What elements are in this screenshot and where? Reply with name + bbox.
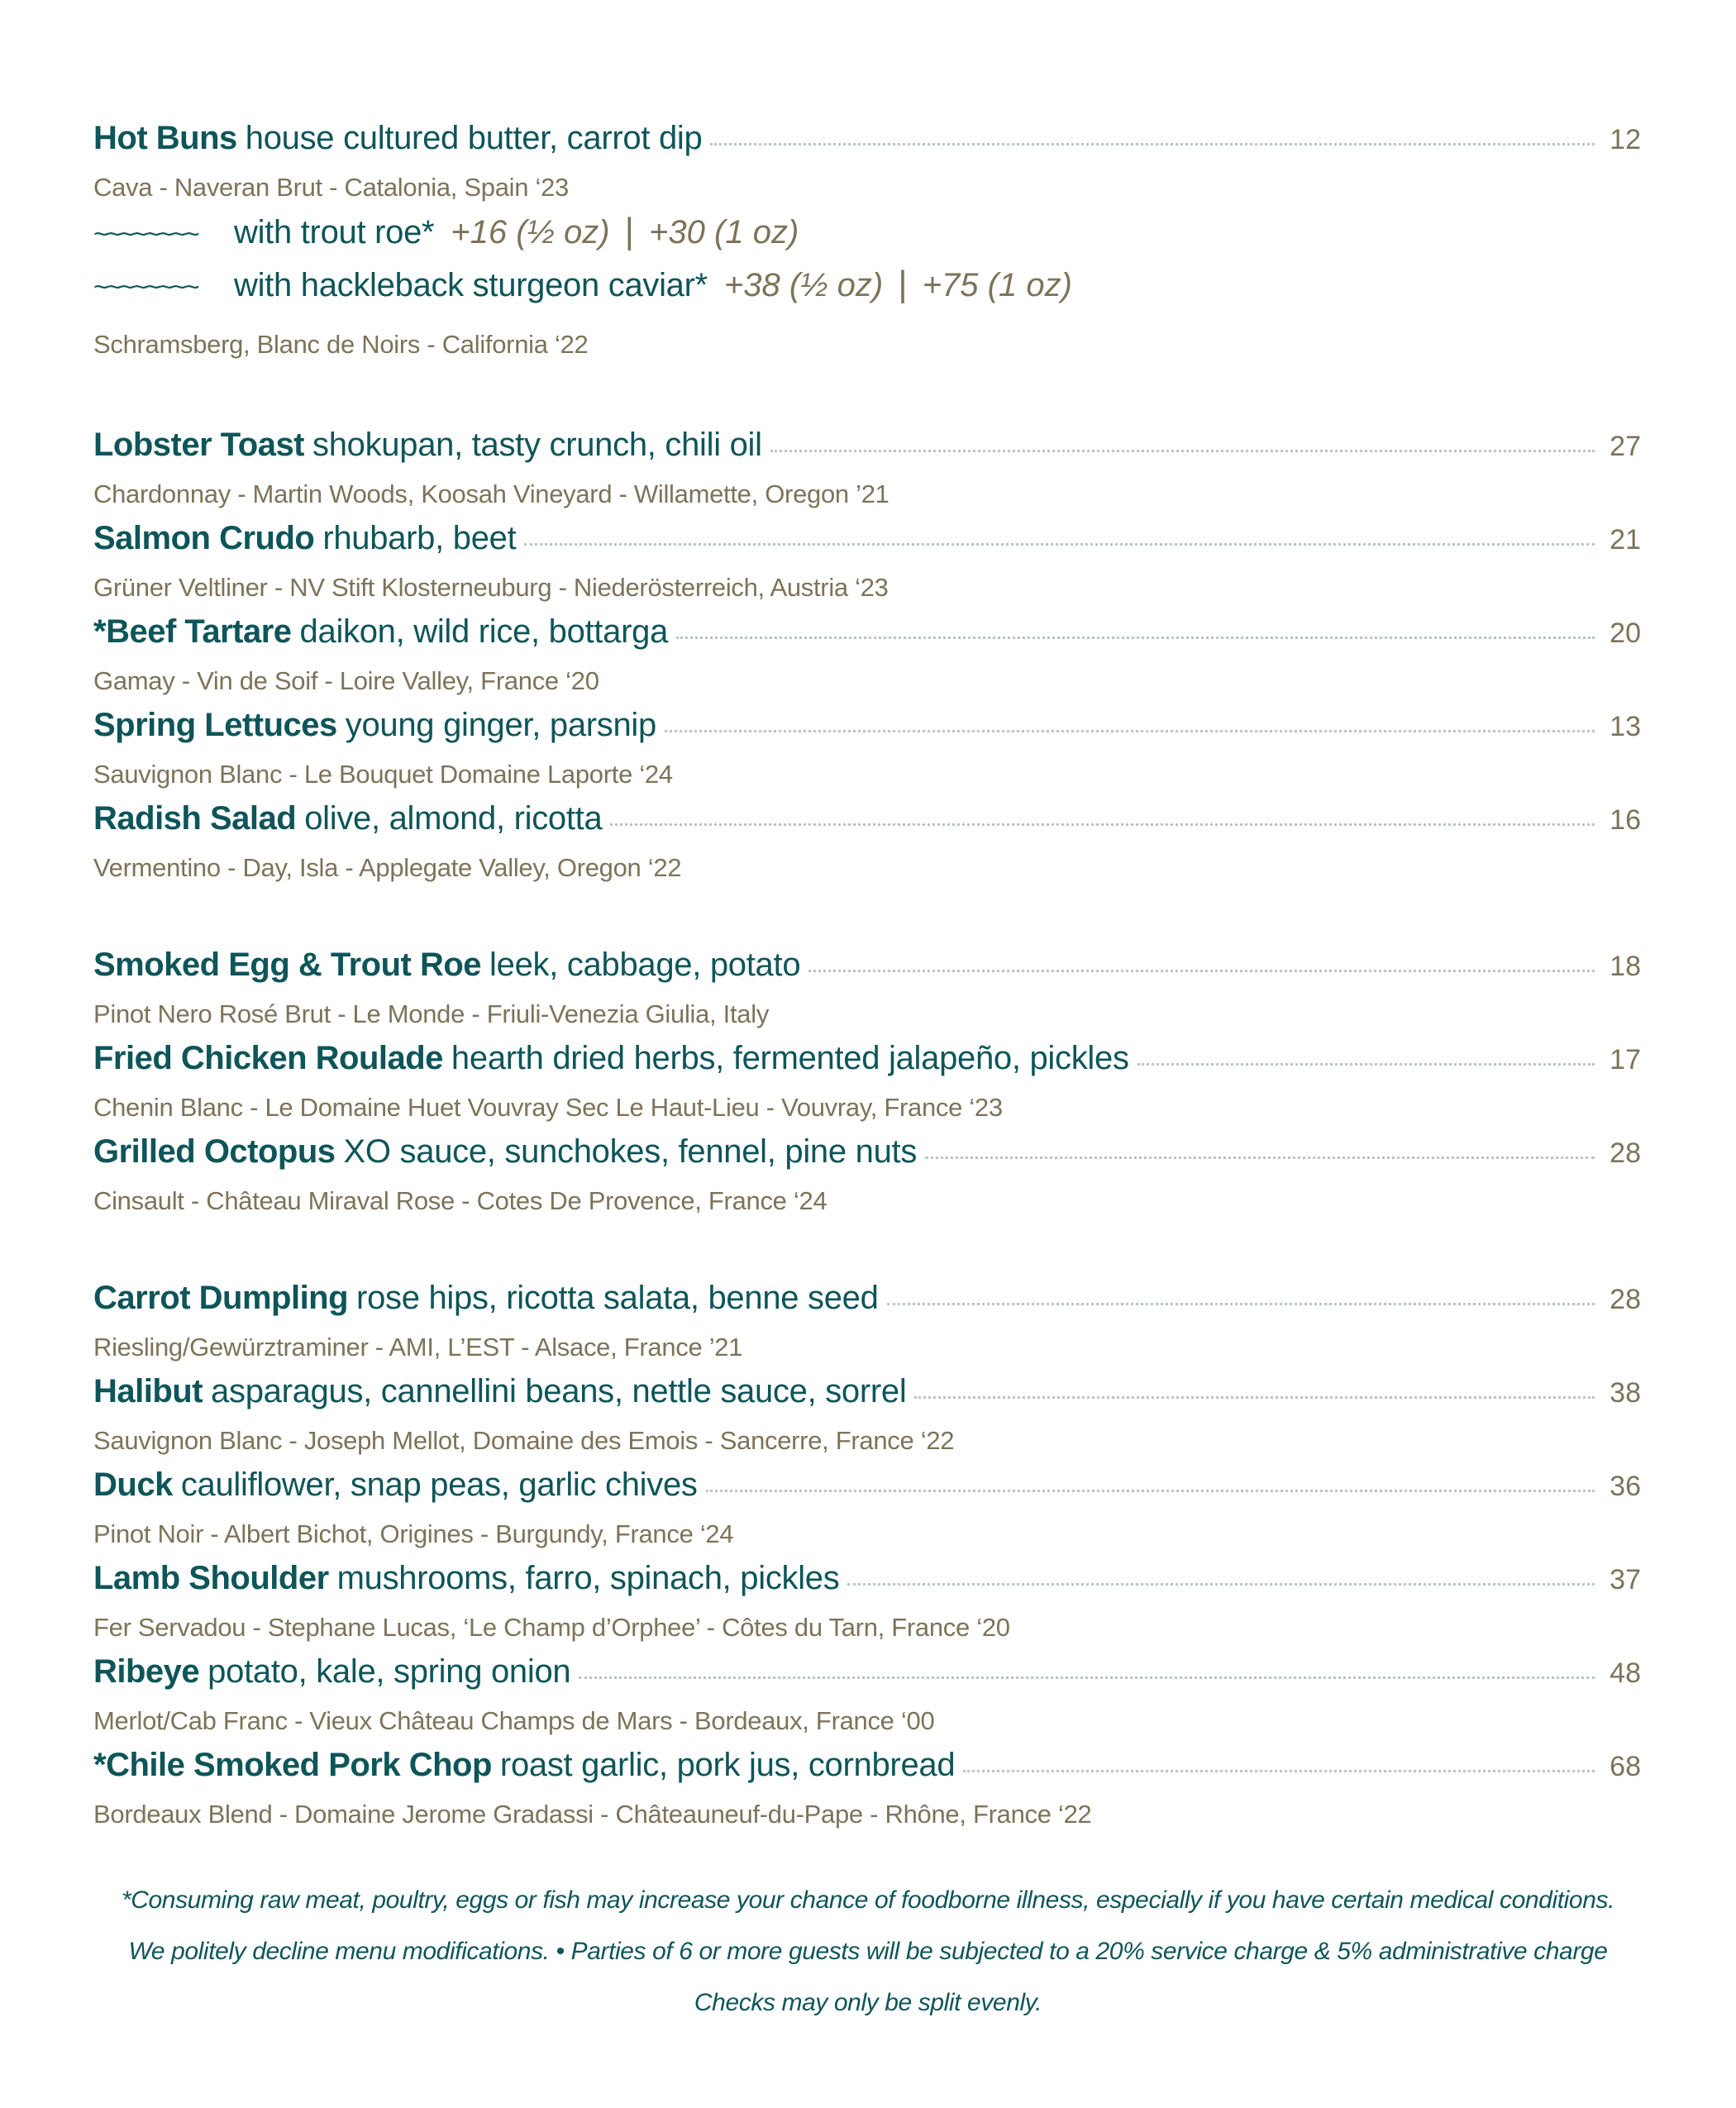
dot-leader (887, 1303, 1595, 1305)
dot-leader (710, 143, 1595, 145)
dish-description: potato, kale, spring onion (207, 1653, 571, 1690)
wine-pairing: Vermentino - Day, Isla - Applegate Valley, Oregon ‘22 (93, 853, 682, 882)
tilde-divider: ~~~~~~~~ (93, 272, 198, 302)
dish-description: leek, cabbage, potato (489, 947, 801, 983)
menu-item-line (93, 1747, 1641, 1798)
dot-leader (676, 637, 1595, 639)
wine-pairing: Schramsberg, Blanc de Noirs - California ‘22 (93, 330, 589, 359)
menu-item-line (93, 1280, 1641, 1331)
section-large-plates (93, 1280, 1641, 1840)
dot-leader (524, 543, 1595, 546)
menu-item-line (93, 1560, 1641, 1611)
menu-item (93, 947, 1641, 1040)
menu-item (93, 120, 1641, 211)
dish-name: Halibut (93, 1373, 203, 1409)
section-spacer (93, 894, 1641, 947)
footer-health-warning: *Consuming raw meat, poultry, eggs or fish may increase your chance of foodborne illness, especially if you have certain medical conditions. (121, 1886, 1615, 1914)
dot-leader (706, 1490, 1595, 1492)
dish-price: 21 (1610, 524, 1641, 556)
addon-separator: | (624, 211, 635, 251)
dot-leader (914, 1396, 1595, 1399)
dot-leader (1137, 1063, 1595, 1066)
menu-item-line (93, 427, 1641, 478)
addon-text: with hackleback sturgeon caviar* (234, 267, 708, 303)
menu-item-line (93, 707, 1641, 758)
menu-item-line (93, 520, 1641, 571)
dot-leader (579, 1676, 1595, 1679)
dish-description: asparagus, cannellini beans, nettle sauce, sorrel (211, 1373, 907, 1409)
section-small-plates (93, 427, 1641, 894)
dish-name: Ribeye (93, 1653, 200, 1690)
dish-name: Duck (93, 1467, 173, 1503)
dish-price: 48 (1610, 1657, 1641, 1689)
dish-name: Grilled Octopus (93, 1133, 336, 1170)
dish-name: *Chile Smoked Pork Chop (93, 1747, 492, 1783)
menu-item (93, 520, 1641, 613)
wine-pairing: Merlot/Cab Franc - Vieux Château Champs de Mars - Bordeaux, France ‘00 (93, 1706, 935, 1735)
menu-item-line (93, 1133, 1641, 1185)
dish-price: 27 (1610, 431, 1641, 462)
dish-description: mushrooms, farro, spinach, pickles (336, 1560, 840, 1596)
wine-pairing: Pinot Nero Rosé Brut - Le Monde - Friuli-Venezia Giulia, Italy (93, 999, 770, 1028)
addon-option (93, 211, 1641, 264)
dish-description: house cultured butter, carrot dip (245, 120, 703, 156)
dish-name: Lamb Shoulder (93, 1560, 329, 1596)
menu-item (93, 800, 1641, 894)
wine-pairing: Cava - Naveran Brut - Catalonia, Spain ‘23 (93, 173, 569, 202)
dish-name: Radish Salad (93, 800, 297, 837)
menu-item-line (93, 800, 1641, 851)
menu-item (93, 1373, 1641, 1467)
dish-price: 36 (1610, 1471, 1641, 1502)
menu-item (93, 1280, 1641, 1373)
dot-leader (925, 1157, 1595, 1159)
menu-item (93, 707, 1641, 800)
wine-pairing: Pinot Noir - Albert Bichot, Origines - Burgundy, France ‘24 (93, 1519, 734, 1548)
section-starters-bread (93, 120, 1641, 366)
dish-price: 18 (1610, 951, 1641, 982)
dish-price: 20 (1610, 618, 1641, 649)
dish-name: Carrot Dumpling (93, 1280, 349, 1316)
dish-description: hearth dried herbs, fermented jalapeño, pickles (451, 1040, 1129, 1076)
menu-item (93, 1560, 1641, 1653)
dot-leader (610, 823, 1595, 826)
wine-pairing: Sauvignon Blanc - Le Bouquet Domaine Laporte ‘24 (93, 760, 673, 789)
menu-item (93, 1653, 1641, 1747)
wine-pairing: Grüner Veltliner - NV Stift Klosterneuburg - Niederösterreich, Austria ‘23 (93, 573, 889, 602)
dish-description: roast garlic, pork jus, cornbread (499, 1747, 956, 1783)
dish-description: daikon, wild rice, bottarga (299, 613, 669, 650)
menu-item-line (93, 1040, 1641, 1091)
dish-price: 38 (1610, 1377, 1641, 1409)
section-spacer (93, 366, 1641, 427)
dot-leader (847, 1583, 1595, 1586)
addon-text: with trout roe* (234, 214, 435, 250)
dish-name: *Beef Tartare (93, 613, 292, 650)
addon-separator: | (898, 264, 908, 304)
dot-leader (770, 450, 1595, 452)
dish-price: 68 (1610, 1751, 1641, 1782)
menu-item (93, 1747, 1641, 1840)
dish-description: cauliflower, snap peas, garlic chives (180, 1467, 698, 1503)
dish-description: XO sauce, sunchokes, fennel, pine nuts (343, 1133, 918, 1170)
wine-pairing: Sauvignon Blanc - Joseph Mellot, Domaine des Emois - Sancerre, France ‘22 (93, 1426, 955, 1455)
menu-item-line (93, 1373, 1641, 1424)
dish-price: 37 (1610, 1564, 1641, 1595)
menu-item-line (93, 947, 1641, 998)
section-mid-plates (93, 947, 1641, 1227)
dot-leader (808, 970, 1595, 972)
dish-description: young ginger, parsnip (345, 707, 656, 743)
menu-footer (0, 1875, 1736, 2029)
dish-price: 28 (1610, 1284, 1641, 1315)
wine-pairing: Riesling/Gewürztraminer - AMI, L’EST - Alsace, France ’21 (93, 1333, 743, 1362)
menu-item (93, 427, 1641, 520)
menu-item (93, 1040, 1641, 1133)
dish-description: rhubarb, beet (322, 520, 517, 556)
dish-price: 17 (1610, 1044, 1641, 1075)
wine-pairing: Cinsault - Château Miraval Rose - Cotes De Provence, France ‘24 (93, 1186, 827, 1215)
menu (93, 120, 1641, 1840)
menu-item-line (93, 613, 1641, 665)
dot-leader (665, 730, 1595, 732)
addon-price-full: +75 (1 oz) (922, 267, 1072, 303)
footer-checks-note: Checks may only be split evenly. (694, 1989, 1042, 2016)
menu-item-line (93, 120, 1641, 171)
addon-option (93, 264, 1641, 317)
addon-price-half: +38 (½ oz) (723, 267, 884, 303)
dish-price: 12 (1610, 124, 1641, 155)
dish-name: Lobster Toast (93, 427, 305, 463)
wine-pairing: Fer Servadou - Stephane Lucas, ‘Le Champ d’Orphee’ - Côtes du Tarn, France ‘20 (93, 1613, 1010, 1642)
menu-item (93, 613, 1641, 707)
addon-price-full: +30 (1 oz) (649, 214, 799, 250)
dish-price: 28 (1610, 1137, 1641, 1169)
menu-item (93, 1467, 1641, 1560)
menu-item-line (93, 1653, 1641, 1705)
dish-description: rose hips, ricotta salata, benne seed (356, 1280, 879, 1316)
menu-item (93, 1133, 1641, 1227)
addon-price-half: +16 (½ oz) (451, 214, 610, 250)
tilde-divider: ~~~~~~~~ (93, 219, 198, 249)
dish-price: 13 (1610, 711, 1641, 742)
wine-pairing: Chenin Blanc - Le Domaine Huet Vouvray Sec Le Haut-Lieu - Vouvray, France ‘23 (93, 1093, 1003, 1122)
wine-pairing: Chardonnay - Martin Woods, Koosah Vineyard - Willamette, Oregon ’21 (93, 479, 889, 508)
section-spacer (93, 1227, 1641, 1280)
wine-pairing: Bordeaux Blend - Domaine Jerome Gradassi - Châteauneuf-du-Pape - Rhône, France ‘22 (93, 1800, 1092, 1829)
footer-policy: We politely decline menu modifications. • Parties of 6 or more guests will be subjected to a 20% service charge & 5% administrative charge (128, 1938, 1608, 1965)
dish-name: Hot Buns (93, 120, 237, 156)
dish-name: Spring Lettuces (93, 707, 337, 743)
menu-item-line (93, 1467, 1641, 1518)
dot-leader (963, 1770, 1595, 1772)
dish-name: Fried Chicken Roulade (93, 1040, 443, 1076)
dish-name: Salmon Crudo (93, 520, 315, 556)
wine-pairing: Gamay - Vin de Soif - Loire Valley, France ‘20 (93, 666, 599, 695)
dish-description: shokupan, tasty crunch, chili oil (312, 427, 762, 463)
dish-price: 16 (1610, 804, 1641, 836)
dish-description: olive, almond, ricotta (304, 800, 603, 837)
dish-name: Smoked Egg & Trout Roe (93, 947, 482, 983)
